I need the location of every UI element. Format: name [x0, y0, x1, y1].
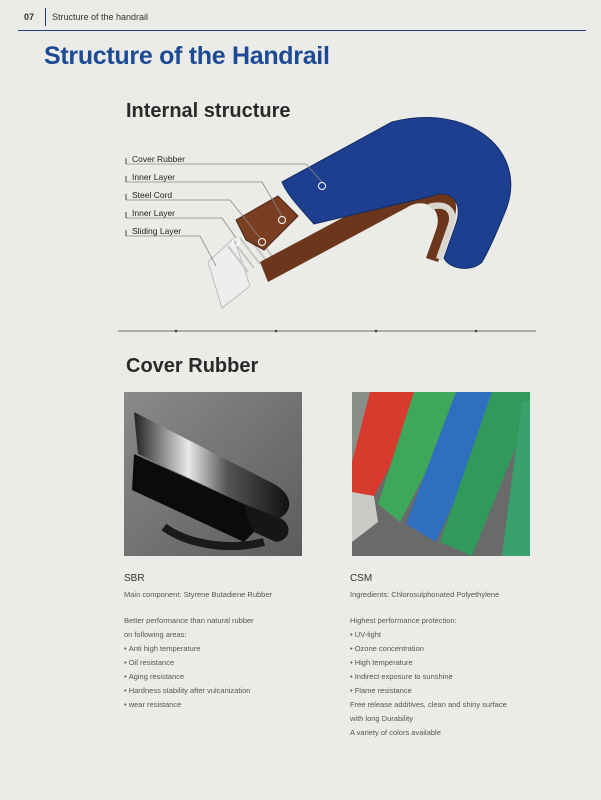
sbr-component: Main component: Styrene Butadiene Rubber: [124, 590, 273, 599]
inner-layer-shape: [236, 196, 298, 250]
section-divider: [118, 327, 536, 335]
label-cover-rubber: Cover Rubber: [132, 154, 185, 164]
label-inner-layer: Inner Layer: [132, 172, 175, 182]
sbr-photo: [124, 392, 302, 556]
csm-item: • High temperature: [350, 656, 570, 670]
label-steel-cord: Steel Cord: [132, 190, 173, 200]
sbr-intro-line1: Better performance than natural rubber: [124, 616, 254, 625]
sbr-item: • Aging resistance: [124, 670, 324, 684]
cover-rubber-title: Cover Rubber: [126, 355, 259, 377]
header-separator: [45, 8, 46, 26]
label-inner-layer-2: Inner Layer: [132, 208, 175, 218]
sbr-item: • Oil resistance: [124, 656, 324, 670]
csm-column: [350, 572, 570, 740]
sbr-item: • wear resistance: [124, 698, 324, 712]
handrail-diagram: [110, 112, 540, 317]
csm-item: • Ozone concentration: [350, 642, 570, 656]
csm-intro: Highest performance protection:: [350, 616, 457, 625]
csm-item: • Flame resistance: [350, 684, 570, 698]
csm-extra3: A variety of colors available: [350, 728, 441, 737]
header-title: Structure of the handrail: [52, 12, 149, 22]
structure-labels: [132, 154, 185, 236]
page-number: 07: [24, 12, 35, 22]
csm-extra2: with long Durability: [350, 714, 413, 723]
csm-item: • Indirect exposure to sunshine: [350, 670, 570, 684]
csm-extra1: Free release additives, clean and shiny surface: [350, 700, 507, 709]
sbr-title: SBR: [124, 573, 145, 584]
csm-title: CSM: [350, 573, 373, 584]
label-sliding-layer: Sliding Layer: [132, 226, 182, 236]
main-title: Structure of the Handrail: [44, 42, 330, 70]
csm-ingredients: Ingredients: Chlorosulphonated Polyethylene: [350, 590, 500, 599]
csm-list: [350, 628, 570, 698]
sbr-column: [124, 572, 324, 712]
sbr-item: • Anti high temperature: [124, 642, 324, 656]
internal-structure-title: Internal structure: [126, 100, 291, 122]
csm-photo: [352, 392, 530, 556]
csm-item: • UV-light: [350, 628, 570, 642]
sbr-list: [124, 642, 324, 712]
header-rule: [18, 30, 586, 31]
sbr-item: • Hardness stability after vulcanization: [124, 684, 324, 698]
sbr-intro-line2: on following areas:: [124, 630, 187, 639]
